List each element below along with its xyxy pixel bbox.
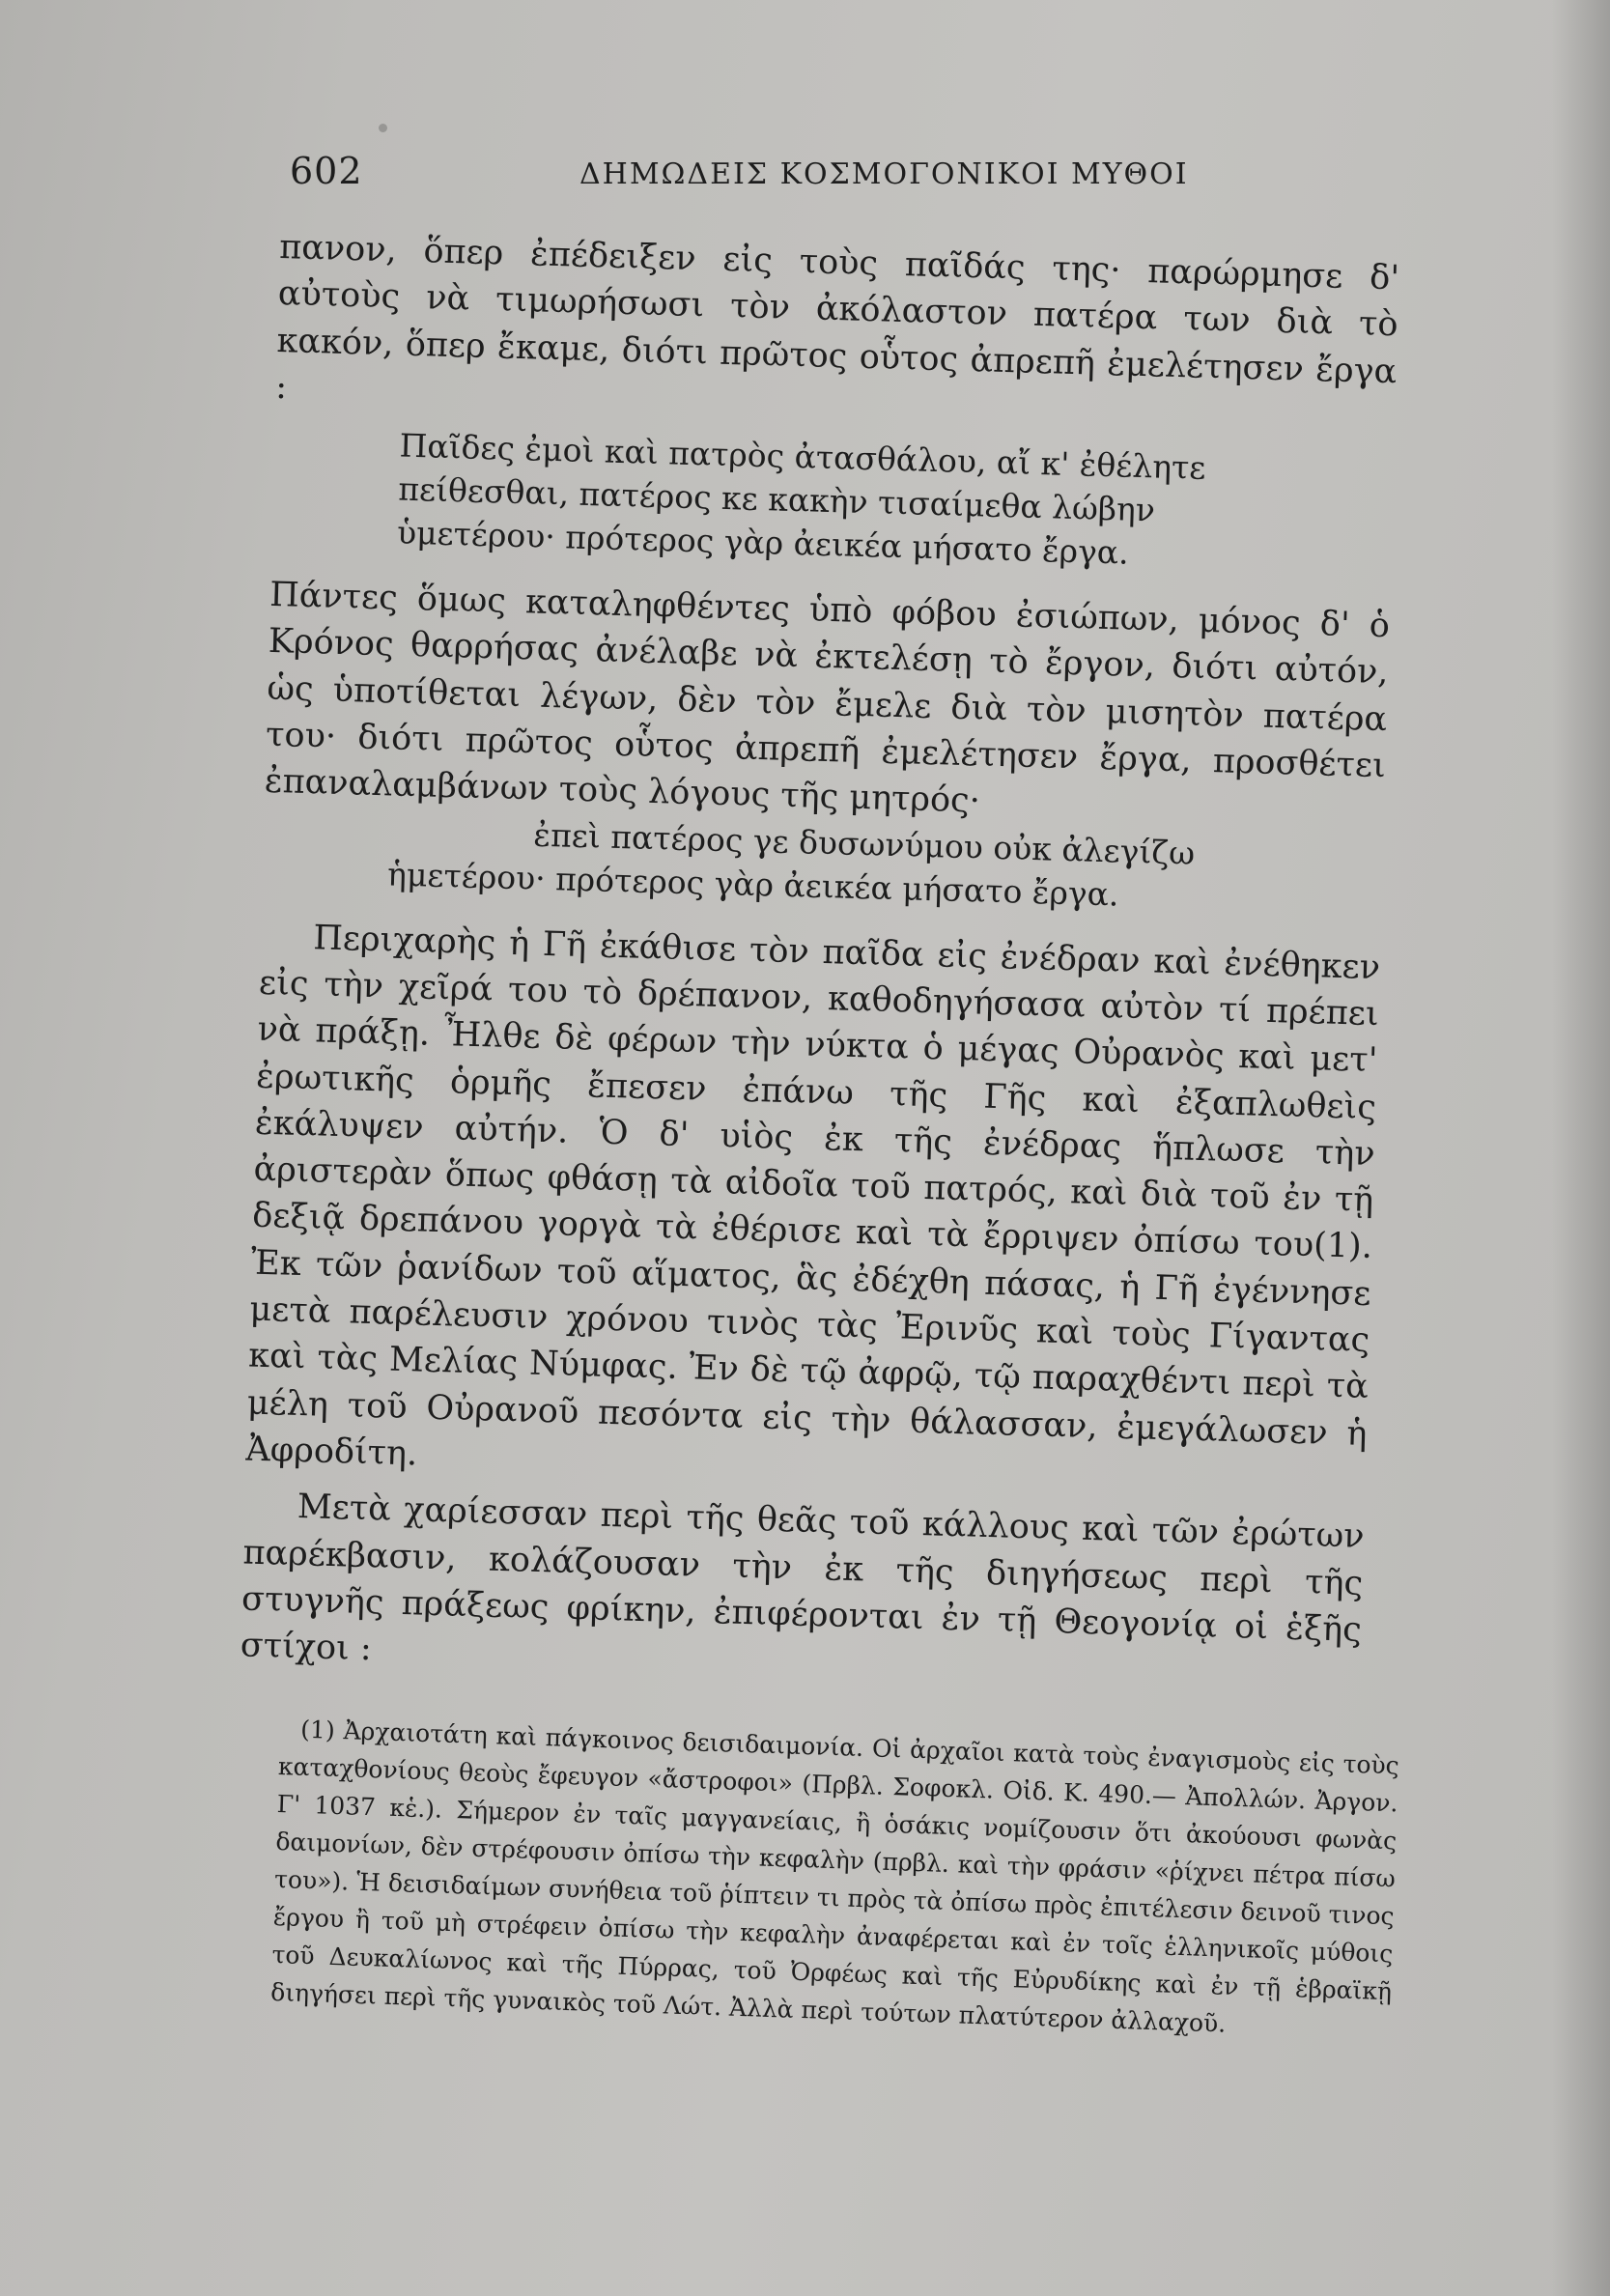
verse-line: Παῖδες ἐμοὶ καὶ πατρὸς ἀτασθάλου, αἴ κ' ἐθέλητε <box>399 426 1207 488</box>
ink-speck <box>379 124 387 132</box>
verse-line: ἡμετέρου· πρότερος γὰρ ἀεικέα μήσατο ἔργα. <box>386 855 1120 914</box>
verse-line: ὑμετέρου· πρότερος γὰρ ἀεικέα μήσατο ἔργα. <box>396 513 1130 572</box>
paragraph-4: Μετὰ χαρίεσσαν περὶ τῆς θεᾶς τοῦ κάλλους καὶ τῶν ἐρώτων παρέκβασιν, κολάζουσαν τὴν ἐκ τῆς διηγήσεως περὶ τῆς στυγνῆς πράξεως φρίκην, ἐπιφέρονται ἐν τῇ Θεογονίᾳ οἱ ἑξῆς στίχοι : <box>240 1488 1366 1669</box>
verse-line: πείθεσθαι, πατέρος κε κακὴν τισαίμεθα λώβην <box>397 469 1156 529</box>
footnote-text: (1) Ἀρχαιοτάτη καὶ πάγκοινος δεισιδαιμονία. Οἱ ἀρχαῖοι κατὰ τοὺς ἐναγισμοὺς εἰς τοὺς καταχθονίους θεοὺς ἔφευγον «ἄστροφοι» (Πρβλ. Σοφοκλ. Οἰδ. Κ. 490.— Ἀπολλών. Ἀργον. Γ' 1037 κἑ.). Σήμερον ἐν ταῖς μαγγανείαις, ἢ ὁσάκις νομίζουσιν ὅτι ἀκούουσι φωνὰς δαιμονίων, δὲν στρέφουσιν ὀπίσω τὴν κεφαλὴν (πρβλ. καὶ τὴν φράσιν «ῥίχνει πέτρα πίσω του»). Ἡ δεισιδαίμων συνήθεια τοῦ ῥίπτειν τι πρὸς τὰ ὀπίσω πρὸς ἐπιτέλεσιν δεινοῦ τινος ἔργου ἢ τοῦ μὴ στρέφειν ὀπίσω τὴν κεφαλὴν ἀναφέρεται καὶ ἐν τοῖς ἑλληνικοῖς μύθοις τοῦ Δευκαλίωνος καὶ τῆς Πύρρας, τοῦ Ὀρφέως καὶ τῆς Εὐρυδίκης καὶ ἐν τῇ ἑβραϊκῇ διηγήσει περὶ τῆς γυναικὸς τοῦ Λώτ. Ἀλλὰ περὶ τούτων πλατύτερον ἀλλαχοῦ. <box>269 1715 1400 2038</box>
page-header <box>290 150 1333 208</box>
page-number: 602 <box>290 150 363 192</box>
running-title: ΔΗΜΩΔΕΙΣ ΚΟΣΜΟΓΟΝΙΚΟΙ ΜΥΘΟΙ <box>579 157 1189 191</box>
paragraph-3: Περιχαρὴς ἡ Γῆ ἐκάθισε τὸν παῖδα εἰς ἐνέδραν καὶ ἐνέθηκεν εἰς τὴν χεῖρά του τὸ δρέπανον, καθοδηγήσασα αὐτὸν τί πρέπει νὰ πράξῃ. Ἦλθε δὲ φέρων τὴν νύκτα ὁ μέγας Οὐρανὸς καὶ μετ' ἐρωτικῆς ὁρμῆς ἔπεσεν ἐπάνω τῆς Γῆς καὶ ἐξαπλωθεὶς ἐκάλυψεν αὐτήν. Ὁ δ' υἱὸς ἐκ τῆς ἐνέδρας ἥπλωσε τὴν ἀριστερὰν ὅπως φθάσῃ τὰ αἰδοῖα τοῦ πατρός, καὶ διὰ τοῦ ἐν τῇ δεξιᾷ δρεπάνου γοργὰ τὰ ἐθέρισε καὶ τὰ ἔρριψεν ὀπίσω του(1). Ἐκ τῶν ῥανίδων τοῦ αἵματος, ἃς ἐδέχθη πάσας, ἡ Γῆ ἐγέννησε μετὰ παρέλευσιν χρόνου τινὸς τὰς Ἐρινῦς καὶ τοὺς Γίγαντας καὶ τὰς Μελίας Νύμφας. Ἐν δὲ τῷ ἀφρῷ, τῷ παραχθέντι περὶ τὰ μέλη τοῦ Οὐρανοῦ πεσόντα εἰς τὴν θάλασσαν, ἐμεγάλωσεν ἡ Ἀφροδίτη. <box>245 918 1381 1474</box>
page-edge-shadow <box>1552 0 1610 2296</box>
paragraph-2: Πάντες ὅμως καταληφθέντες ὑπὸ φόβου ἐσιώπων, μόνος δ' ὁ Κρόνος θαρρήσας ἀνέλαβε νὰ ἐκτελέσῃ τὸ ἔργον, διότι αὐτόν, ὡς ὑποτίθεται λέγων, δὲν τὸν ἔμελε διὰ τὸν μισητὸν πατέρα του· διότι πρῶτος οὗτος ἀπρεπῆ ἐμελέτησεν ἔργα, προσθέτει ἐπαναλαμβάνων τοὺς λόγους τῆς μητρός· <box>264 576 1391 821</box>
main-text <box>240 224 1399 1700</box>
verse-line: ἐπεὶ πατέρος γε δυσωνύμου οὐκ ἀλεγίζω <box>532 815 1196 872</box>
paragraph-1: πανον, ὅπερ ἐπέδειξεν εἰς τοὺς παῖδάς της· παρώρμησε δ' αὐτοὺς νὰ τιμωρήσωσι τὸν ἀκόλαστον πατέρα των διὰ τὸ κακόν, ὅπερ ἔκαμε, διότι πρῶτος οὗτος ἀπρεπῆ ἐμελέτησεν ἔργα : <box>274 227 1400 408</box>
footnote <box>270 1710 1400 2048</box>
